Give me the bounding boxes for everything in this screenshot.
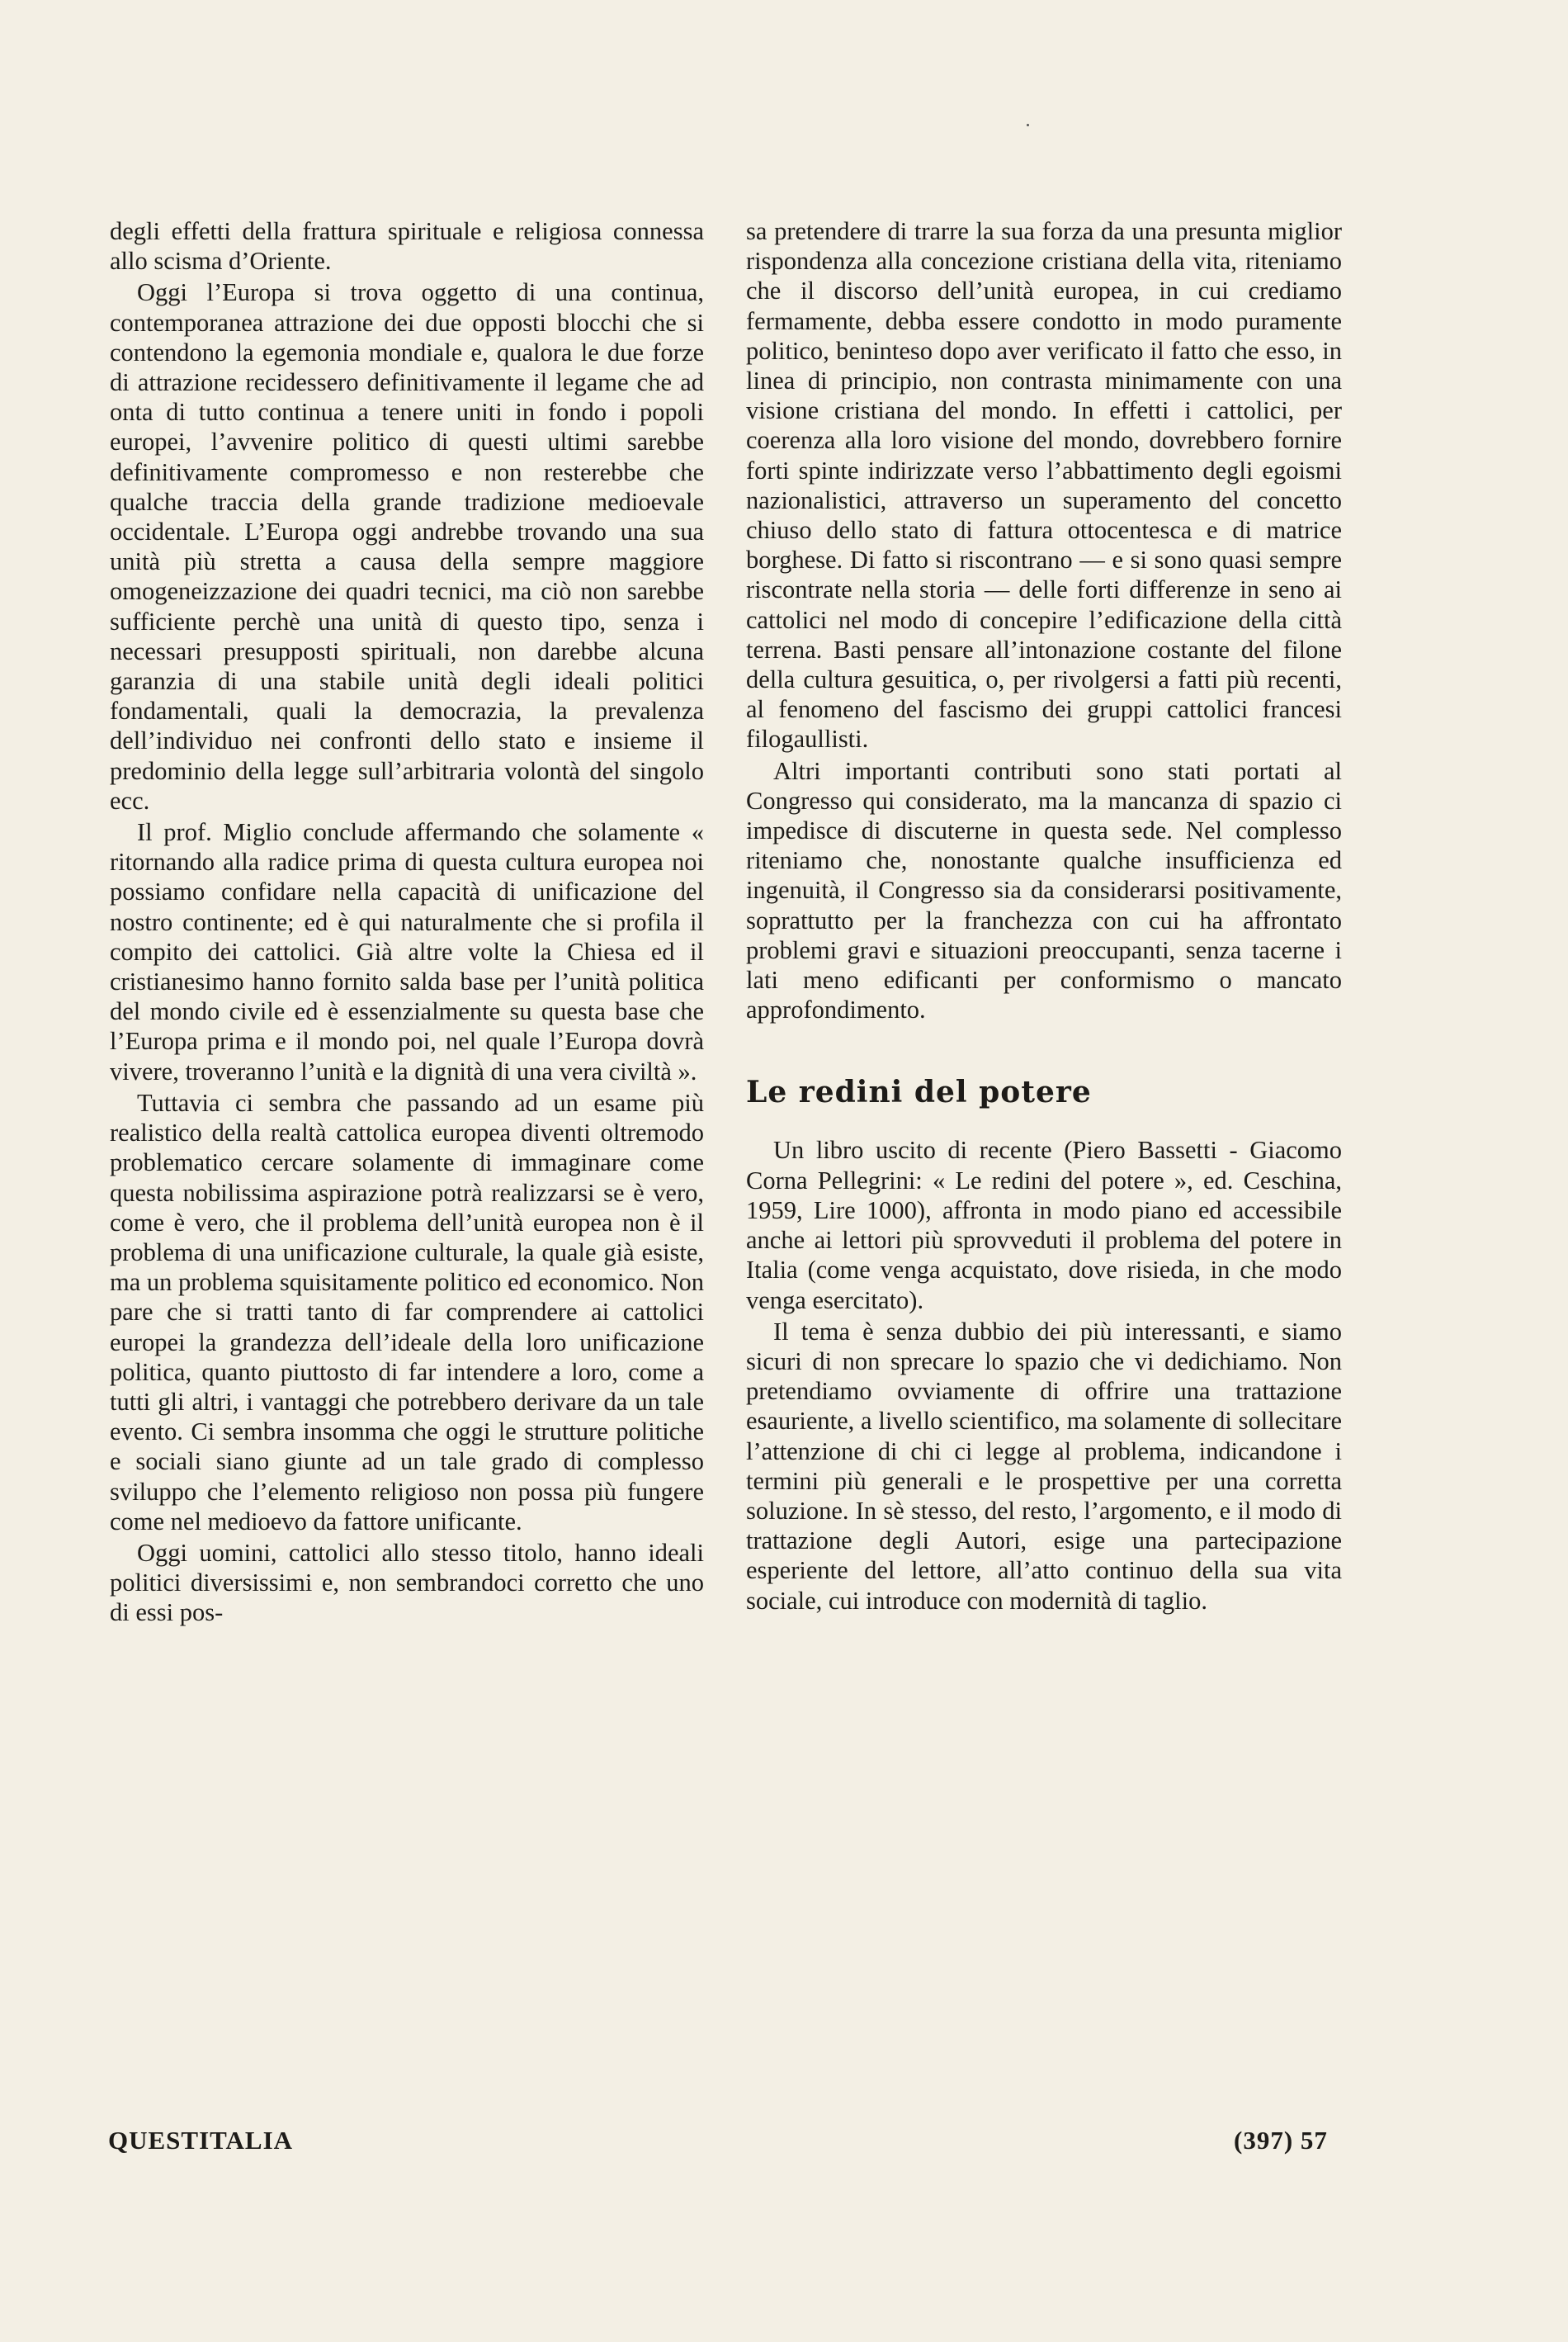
left-column bbox=[110, 216, 704, 1628]
paragraph: Il tema è senza dubbio dei più interessanti, e siamo sicuri di non sprecare lo spazio che vi dedichiamo. Non pretendiamo ovviamente di offrire una trattazione esauriente, a livello scientifico, ma solamente di sollecitare l’attenzione di chi ci legge al problema, indicandone i termini più generali e le prospettive per una corretta soluzione. In sè stesso, del resto, l’argomento, e il modo di trattazione degli Autori, esige una partecipazione esperiente del lettore, all’atto continuo della sua vita sociale, cui introduce con modernità di taglio. bbox=[746, 1317, 1342, 1615]
paragraph: degli effetti della frattura spirituale e religiosa connessa allo scisma d’Oriente. bbox=[110, 217, 704, 276]
paragraph: Altri importanti contributi sono stati portati al Congresso qui considerato, ma la mancanza di spazio ci impedisce di discuterne in questa sede. Nel complesso riteniamo che, nonostante qualche insufficienza ed ingenuità, il Congresso sia da considerarsi positivamente, soprattutto per la franchezza con cui ha affrontato problemi gravi e situazioni preoccupanti, senza tacerne i lati meno edificanti per conformismo o mancato approfondimento. bbox=[746, 756, 1342, 1024]
paragraph: Il prof. Miglio conclude affermando che solamente « ritornando alla radice prima di questa cultura europea noi possiamo confidare nella capacità di unificazione del nostro continente; ed è qui naturalmente che si profila il compito dei cattolici. Già altre volte la Chiesa ed il cristianesimo hanno fornito salda base per l’unità politica del mondo civile ed è essenzialmente su questa base che l’Europa prima e il mondo poi, nel quale l’Europa dovrà vivere, troveranno l’unità e la dignità di una vera civiltà ». bbox=[110, 818, 704, 1086]
publication-name: QUESTITALIA bbox=[108, 2126, 294, 2155]
stray-mark bbox=[1027, 124, 1029, 126]
paragraph: Tuttavia ci sembra che passando ad un esame più realistico della realtà cattolica europea diventi oltremodo problematico cercare solamente di immaginare come questa nobilissima aspirazione potrà realizzarsi se è vero, come è vero, che il problema dell’unità europea non è il problema di una unificazione culturale, la quale già esiste, ma un problema squisitamente politico ed economico. Non pare che si tratti tanto di far comprendere ai cattolici europei la grandezza dell’ideale della loro unificazione politica, quanto piuttosto di far intendere a loro, come a tutti gli altri, i vantaggi che potrebbero derivare da un tale evento. Ci sembra insomma che oggi le strutture politiche e sociali siano giunte ad un tale grado di complesso sviluppo che l’elemento religioso non possa più fungere come nel medioevo da fattore unificante. bbox=[110, 1088, 704, 1535]
paragraph: Oggi l’Europa si trova oggetto di una continua, contemporanea attrazione dei due opposti blocchi che si contendono la egemonia mondiale e, qualora le due forze di attrazione recidessero definitivamente il legame che ad onta di tutto continua a tenere uniti in fondo i popoli europei, l’avvenire politico di questi ultimi sarebbe definitivamente compromesso e non resterebbe che qualche traccia della grande tradizione medioevale occidentale. L’Europa oggi andrebbe trovando una sua unità più stretta a causa della sempre maggiore omogeneizzazione dei quadri tecnici, ma ciò non sarebbe sufficiente perchè una unità di questo tipo, senza i necessari presupposti spirituali, non darebbe alcuna garanzia di una stabile unità degli ideali politici fondamentali, quali la democrazia, la prevalenza dell’individuo nei confronti dello stato e insieme il predominio della legge sull’arbitraria volontà del singolo ecc. bbox=[110, 278, 704, 815]
paragraph: Oggi uomini, cattolici allo stesso titolo, hanno ideali politici diversissimi e, non sembrandoci corretto che uno di essi pos- bbox=[110, 1538, 704, 1627]
page-number: (397) 57 bbox=[1234, 2126, 1328, 2155]
paragraph: sa pretendere di trarre la sua forza da una presunta miglior rispondenza alla concezione cristiana della vita, riteniamo che il discorso dell’unità europea, in cui crediamo fermamente, debba essere condotto in modo puramente politico, beninteso dopo aver verificato il fatto che esso, in linea di principio, non contrasta minimamente con una visione cristiana del mondo. In effetti i cattolici, per coerenza alla loro visione del mondo, dovrebbero fornire forti spinte indirizzate verso l’abbattimento degli egoismi nazionalistici, attraverso un superamento del concetto chiuso dello stato di fattura ottocentesca e di matrice borghese. Di fatto si riscontrano — e si sono quasi sempre riscontrate nella storia — delle forti differenze in seno ai cattolici nel modo di concepire l’edificazione della città terrena. Basti pensare all’intonazione costante del filone della cultura gesuitica, o, per rivolgersi a fatti più recenti, al fenomeno del fascismo dei gruppi cattolici francesi filogaullisti. bbox=[746, 217, 1342, 754]
section-heading: Le redini del potere bbox=[746, 1075, 1092, 1110]
right-column bbox=[746, 216, 1342, 1616]
paragraph: Un libro uscito di recente (Piero Bassetti - Giacomo Corna Pellegrini: « Le redini del potere », ed. Ceschina, 1959, Lire 1000), affronta in modo piano ed accessibile anche ai lettori più sprovveduti il problema del potere in Italia (come venga acquistato, dove risieda, in che modo venga esercitato). bbox=[746, 1136, 1342, 1314]
